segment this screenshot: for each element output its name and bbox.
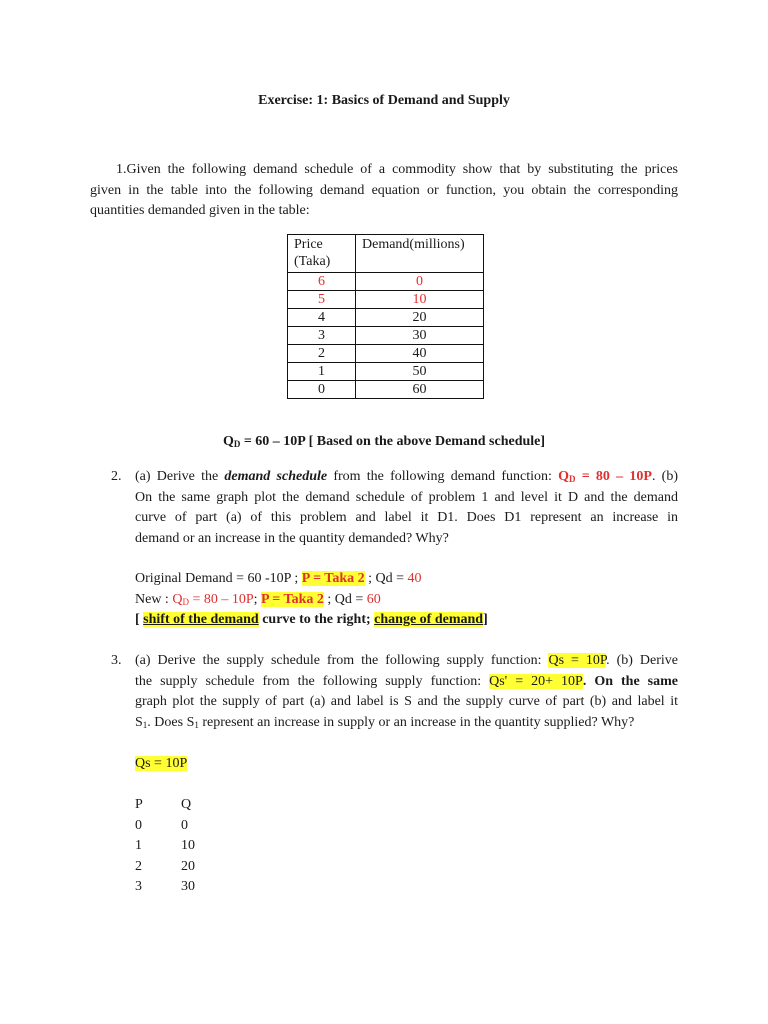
price-cell: 0 <box>288 381 356 399</box>
price-cell: 2 <box>288 345 356 363</box>
question-number: 2. <box>111 469 122 484</box>
subscript: 1 <box>194 719 199 730</box>
text-run: ] <box>483 612 488 627</box>
list-item <box>135 836 195 857</box>
table-row <box>288 363 484 381</box>
text-run: (a) Derive the <box>135 469 225 484</box>
demand-cell: 0 <box>356 273 484 291</box>
text-run: Qs = 10P <box>135 756 188 771</box>
text-run: = 80 – 10P <box>188 591 254 607</box>
p-value: 1 <box>135 838 142 853</box>
price-cell: 6 <box>288 273 356 291</box>
list-item <box>135 816 195 837</box>
formula-rest: = 60 – 10P [ Based on the above Demand schedule] <box>240 434 546 449</box>
p-value: 3 <box>135 879 142 894</box>
q-value: 10 <box>181 838 195 853</box>
table-header-row <box>288 235 484 273</box>
highlighted-price: P = Taka 2 <box>261 591 324 607</box>
question-2 <box>112 467 678 549</box>
shift-line <box>135 610 488 631</box>
question-number: 3. <box>111 653 122 668</box>
text-run: from the following demand function: <box>327 469 559 484</box>
question-2-text <box>135 467 678 549</box>
price-cell: 5 <box>288 291 356 309</box>
highlighted-price: P = Taka 2 <box>301 571 365 586</box>
table-row <box>288 273 484 291</box>
list-item <box>135 857 195 878</box>
p-header: P <box>135 797 143 812</box>
text-run: ; Qd = <box>364 571 408 586</box>
new-demand-line <box>135 590 488 611</box>
demand-schedule-table <box>287 234 484 399</box>
text-run: Original Demand = 60 -10P ; <box>135 571 302 586</box>
demand-cell: 50 <box>356 363 484 381</box>
q1-line: 1.Given the following demand schedule of a commodity show that by substituting the prices <box>116 162 678 177</box>
text-run: ; Qd = <box>323 591 367 607</box>
price-header-line2: (Taka) <box>294 254 331 269</box>
q3-line <box>135 651 678 672</box>
formula-subscript: D <box>233 439 241 449</box>
change-of-demand-highlight: change of demand <box>374 612 484 627</box>
page-title: Exercise: 1: Basics of Demand and Supply <box>258 93 510 108</box>
text-run: . On the same <box>582 673 678 689</box>
question-2-answer <box>135 569 488 631</box>
demand-cell: 10 <box>356 291 484 309</box>
table-row <box>288 381 484 399</box>
table-row <box>288 291 484 309</box>
supply-schedule-header <box>135 795 195 816</box>
list-item <box>135 877 195 898</box>
demand-formula <box>0 434 768 450</box>
demand-cell: 60 <box>356 381 484 399</box>
subscript: 1 <box>142 719 148 730</box>
supply-schedule <box>135 795 195 898</box>
text-run: . Does S <box>147 714 195 730</box>
q2-line: On the same graph plot the demand schedule of problem 1 and level it D and the demand <box>135 489 678 505</box>
question-1-text <box>90 160 678 222</box>
table-row <box>288 345 484 363</box>
question-3-text <box>135 651 678 733</box>
table-row <box>288 309 484 327</box>
text-run: . (b) <box>651 469 678 484</box>
text-run: Q <box>558 469 569 484</box>
q1-line: given in the table into the following demand equation or function, you obtain the corresponding <box>90 182 678 198</box>
text-run: New : <box>135 591 173 607</box>
price-cell: 3 <box>288 327 356 345</box>
subscript: D <box>568 474 576 484</box>
price-cell: 1 <box>288 363 356 381</box>
formula-q: Q <box>222 434 234 449</box>
text-run: ; <box>253 591 262 607</box>
q2-line <box>135 467 678 488</box>
shift-highlight: shift of the demand <box>143 612 259 627</box>
q-header: Q <box>181 797 192 812</box>
text-run: [ <box>135 612 144 627</box>
quantity-value: 40 <box>407 571 422 586</box>
text-run: (a) Derive the supply schedule from the following supply function: <box>135 653 549 668</box>
text-run: . (b) Derive <box>606 653 678 668</box>
question-3 <box>112 651 678 733</box>
demand-schedule-term: demand schedule <box>224 469 328 484</box>
q3-line <box>135 713 678 734</box>
text-run: represent an increase in supply or an increase in the quantity supplied? Why? <box>198 714 635 730</box>
q3-line <box>135 672 678 693</box>
price-header-line1: Price <box>294 237 323 252</box>
demand-header: Demand(millions) <box>356 235 484 273</box>
text-run: S <box>135 714 143 730</box>
demand-function <box>558 469 652 484</box>
p-value: 2 <box>135 858 142 874</box>
text-run: the supply schedule from the following supply function: <box>135 673 490 689</box>
price-header <box>288 235 356 273</box>
q2-line: curve of part (a) of this problem and label it D1. Does D1 represent an increase in <box>135 510 678 525</box>
new-demand-function <box>172 592 253 607</box>
demand-cell: 30 <box>356 327 484 345</box>
q2-line: demand or an increase in the quantity demanded? Why? <box>135 530 449 546</box>
text-run: curve to the right; <box>258 612 375 627</box>
p-value: 0 <box>135 817 142 833</box>
supply-function-label <box>135 754 187 775</box>
demand-cell: 20 <box>356 309 484 327</box>
text-run: = 80 – 10P <box>575 469 652 484</box>
quantity-value: 60 <box>366 591 381 607</box>
supply-function-2-highlight: Qs' = 20+ 10P <box>489 673 583 689</box>
table-row <box>288 327 484 345</box>
q3-line: graph plot the supply of part (a) and label is S and the supply curve of part (b) and label it <box>135 694 678 709</box>
q-value: 0 <box>181 817 188 833</box>
original-demand-line <box>135 569 488 590</box>
subscript: D <box>182 596 189 607</box>
supply-function-highlight: Qs = 10P <box>548 653 607 668</box>
q-value: 20 <box>181 858 195 874</box>
price-cell: 4 <box>288 309 356 327</box>
q-value: 30 <box>181 879 195 894</box>
q1-line: quantities demanded given in the table: <box>90 203 310 218</box>
text-run: Q <box>172 591 183 607</box>
demand-cell: 40 <box>356 345 484 363</box>
